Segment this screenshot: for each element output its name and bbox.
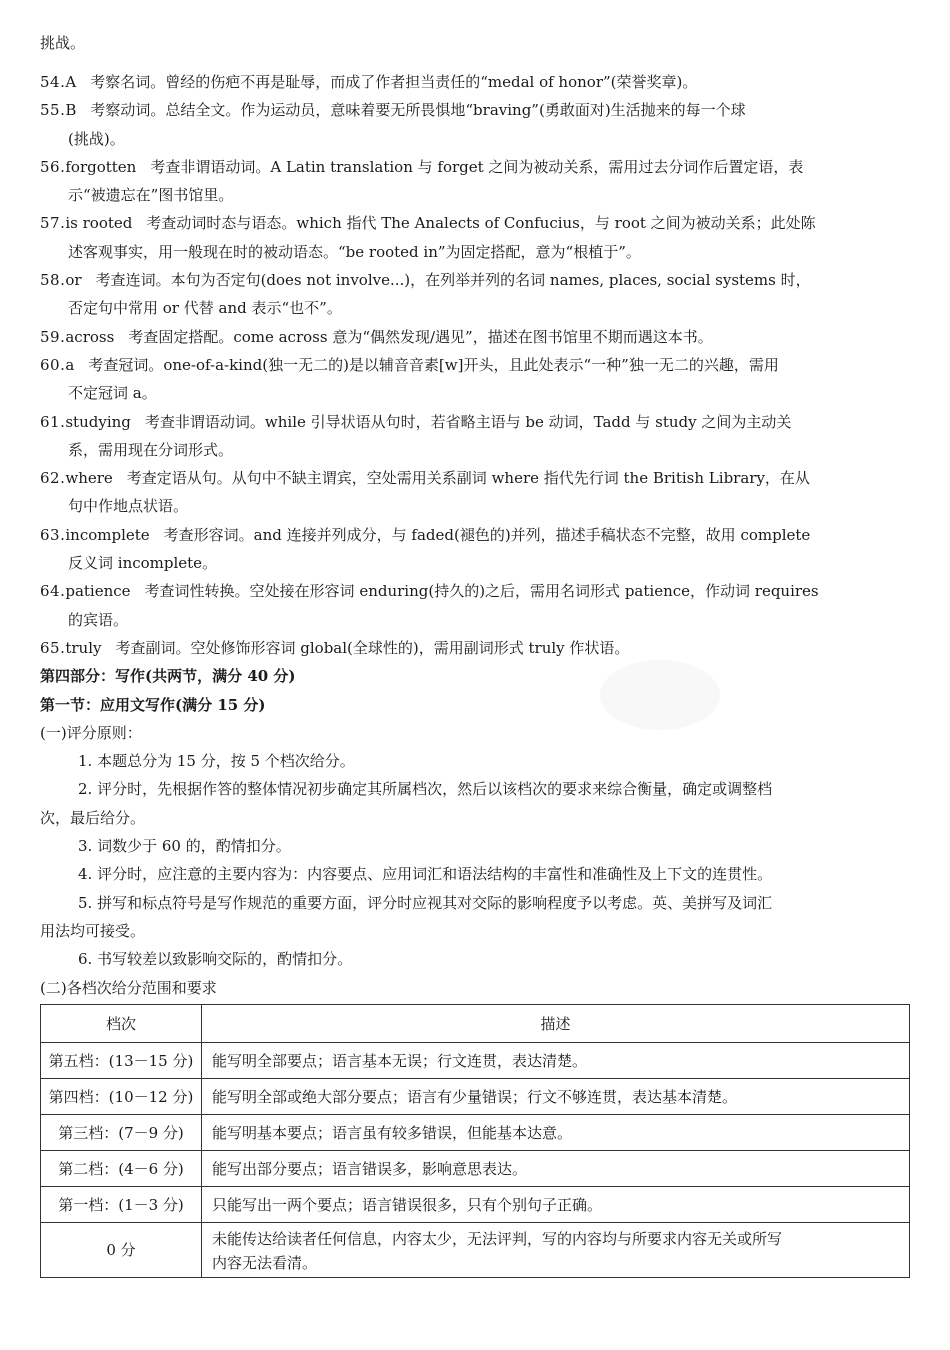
principle-line: 2. 评分时，先根据作答的整体情况初步确定其所属档次，然后以该档次的要求来综合衡量，确定或调整档 [78, 780, 773, 799]
answer-explanation: 考查连词。本句为否定句(does not involve...)，在列举并列的名词 names, places, social systems 时， [95, 271, 811, 290]
table-header-row [41, 1005, 910, 1043]
answer-line [40, 351, 910, 379]
answer-word: a [65, 355, 75, 374]
answer-item [40, 351, 910, 408]
grade-level: 第二档：(4－6 分) [41, 1151, 202, 1187]
answer-item [40, 96, 910, 153]
grade-description: 能写明全部或绝大部分要点；语言有少量错误；行文不够连贯，表达基本清楚。 [202, 1079, 910, 1115]
answer-number: 62. [40, 469, 66, 488]
answer-content [40, 68, 910, 1002]
principle-line: 3. 词数少于 60 的，酌情扣分。 [78, 837, 291, 856]
section-heading: 第四部分：写作(共两节，满分 40 分) [40, 667, 296, 686]
grades-heading: (二)各档次给分范围和要求 [40, 978, 217, 997]
principle-line: 1. 本题总分为 15 分，按 5 个档次给分。 [78, 752, 355, 771]
answer-line [40, 634, 910, 662]
answer-item [40, 521, 910, 578]
answer-line [40, 96, 910, 124]
table-row [41, 1151, 910, 1187]
principle-item [40, 832, 910, 860]
grade-description-wrap [212, 1227, 899, 1273]
answer-number: 57. [40, 214, 66, 233]
answer-explanation: 考查非谓语动词。A Latin translation 与 forget 之间为被动关系，需用过去分词作后置定语，表 [150, 157, 804, 176]
answer-list [40, 68, 910, 662]
grade-level: 0 分 [41, 1223, 202, 1278]
header-level: 档次 [41, 1005, 202, 1043]
answer-explanation: 考查定语从句。从句中不缺主谓宾，空处需用关系副词 where 指代先行词 the British Library，在从 [126, 469, 810, 488]
answer-explanation: 考察动词。总结全文。作为运动员，意味着要无所畏惧地“braving”(勇敢面对)生活抛来的每一个球 [90, 101, 746, 120]
answer-item [40, 408, 910, 465]
answer-item [40, 266, 910, 323]
answer-explanation-cont: 句中作地点状语。 [68, 497, 189, 516]
grade-description: 能写明全部要点；语言基本无误；行文连贯，表达清楚。 [202, 1043, 910, 1079]
answer-number: 59. [40, 327, 66, 346]
answer-number: 65. [40, 638, 66, 657]
grade-level: 第四档：(10－12 分) [41, 1079, 202, 1115]
grade-description-line: 内容无法看清。 [212, 1254, 318, 1272]
answer-explanation: 考查非谓语动词。while 引导状语从句时，若省略主语与 be 动词，Tadd 与 study 之间为主动关 [144, 412, 792, 431]
grade-description: 只能写出一两个要点；语言错误很多，只有个别句子正确。 [202, 1187, 910, 1223]
table-row [41, 1115, 910, 1151]
answer-number: 58. [40, 271, 66, 290]
answer-item [40, 153, 910, 210]
answer-line [40, 266, 910, 294]
principle-line: 5. 拼写和标点符号是写作规范的重要方面，评分时应视其对交际的影响程度予以考虑。英、美拼写及词汇 [78, 893, 773, 912]
grade-level: 第一档：(1－3 分) [41, 1187, 202, 1223]
answer-explanation-cont: 不定冠词 a。 [68, 384, 157, 403]
answer-word: B [65, 101, 77, 120]
grading-table [40, 1004, 910, 1278]
principle-line: 6. 书写较差以致影响交际的，酌情扣分。 [78, 950, 353, 969]
principles-list [40, 747, 910, 973]
principle-item [40, 775, 910, 832]
answer-line [40, 408, 910, 436]
answer-word: studying [65, 412, 131, 431]
answer-explanation-cont: 系，需用现在分词形式。 [68, 440, 234, 459]
answer-word: A [65, 73, 77, 91]
answer-line [40, 323, 910, 351]
answer-explanation: 考查固定搭配。come across 意为“偶然发现/遇见”，描述在图书馆里不期而遇这本书。 [128, 327, 713, 346]
answer-item [40, 209, 910, 266]
grade-description [202, 1223, 910, 1278]
principle-item [40, 889, 910, 946]
principle-line-cont: 用法均可接受。 [40, 921, 146, 940]
answer-line [40, 577, 910, 605]
answer-explanation: 考查形容词。and 连接并列成分，与 faded(褪色的)并列，描述手稿状态不完整，故用 complete [163, 525, 811, 544]
answer-line [40, 464, 910, 492]
answer-line [40, 209, 910, 237]
answer-explanation-cont: 否定句中常用 or 代替 and 表示“也不”。 [68, 299, 342, 318]
answer-word: where [65, 469, 113, 488]
grade-level: 第三档：(7－9 分) [41, 1115, 202, 1151]
answer-number: 54. [40, 73, 66, 91]
answer-line [40, 68, 910, 96]
grade-description: 能写明基本要点；语言虽有较多错误，但能基本达意。 [202, 1115, 910, 1151]
grade-level: 第五档：(13－15 分) [41, 1043, 202, 1079]
table-row [41, 1079, 910, 1115]
answer-explanation-cont: 反义词 incomplete。 [68, 554, 218, 573]
answer-item [40, 68, 910, 96]
principle-item [40, 747, 910, 775]
answer-explanation: 考查动词时态与语态。which 指代 The Analects of Confucius，与 root 之间为被动关系；此处陈 [146, 214, 816, 233]
answer-word: patience [65, 582, 131, 601]
answer-number: 61. [40, 412, 66, 431]
answer-explanation: 考查词性转换。空处接在形容词 enduring(持久的)之后，需用名词形式 patience，作动词 requires [144, 582, 819, 601]
principle-line-cont: 次，最后给分。 [40, 808, 146, 827]
answer-item [40, 634, 910, 662]
principles-heading: (一)评分原则： [40, 723, 142, 742]
grade-description-line: 未能传达给读者任何信息，内容太少，无法评判，写的内容均与所要求内容无关或所写 [212, 1230, 783, 1248]
grade-description: 能写出部分要点；语言错误多，影响意思表达。 [202, 1151, 910, 1187]
answer-item [40, 323, 910, 351]
table-row [41, 1223, 910, 1278]
answer-word: truly [65, 638, 102, 657]
answer-line [40, 521, 910, 549]
table-row [41, 1043, 910, 1079]
principle-item [40, 945, 910, 973]
answer-explanation: 考查副词。空处修饰形容词 global(全球性的)，需用副词形式 truly 作状语。 [115, 638, 630, 657]
table-row [41, 1187, 910, 1223]
answer-word: or [65, 271, 82, 290]
answer-number: 60. [40, 355, 66, 374]
top-fragment: 挑战。 [40, 34, 86, 52]
answer-word: incomplete [65, 525, 150, 544]
subsection-heading: 第一节：应用文写作(满分 15 分) [40, 695, 266, 714]
answer-number: 64. [40, 582, 66, 601]
answer-word: forgotten [65, 157, 137, 176]
answer-explanation: 考察名词。曾经的伤疤不再是耻辱，而成了作者担当责任的“medal of honor”(荣誉奖章)。 [90, 73, 698, 91]
answer-word: is rooted [65, 214, 133, 233]
answer-line [40, 153, 910, 181]
answer-explanation: 考查冠词。one-of-a-kind(独一无二的)是以辅音音素[w]开头，且此处表示“一种”独一无二的兴趣，需用 [88, 355, 779, 374]
answer-word: across [65, 327, 115, 346]
answer-number: 63. [40, 525, 66, 544]
answer-number: 56. [40, 157, 66, 176]
answer-explanation-cont: 示“被遗忘在”图书馆里。 [68, 186, 234, 205]
answer-item [40, 577, 910, 634]
answer-item [40, 464, 910, 521]
answer-explanation-cont: (挑战)。 [68, 129, 125, 148]
answer-number: 55. [40, 101, 66, 120]
answer-explanation-cont: 的宾语。 [68, 610, 129, 629]
header-description: 描述 [202, 1005, 910, 1043]
answer-explanation-cont: 述客观事实，用一般现在时的被动语态。“be rooted in”为固定搭配，意为“根植于”。 [68, 242, 641, 261]
principle-item [40, 860, 910, 888]
principle-line: 4. 评分时，应注意的主要内容为：内容要点、应用词汇和语法结构的丰富性和准确性及上下文的连贯性。 [78, 865, 773, 884]
